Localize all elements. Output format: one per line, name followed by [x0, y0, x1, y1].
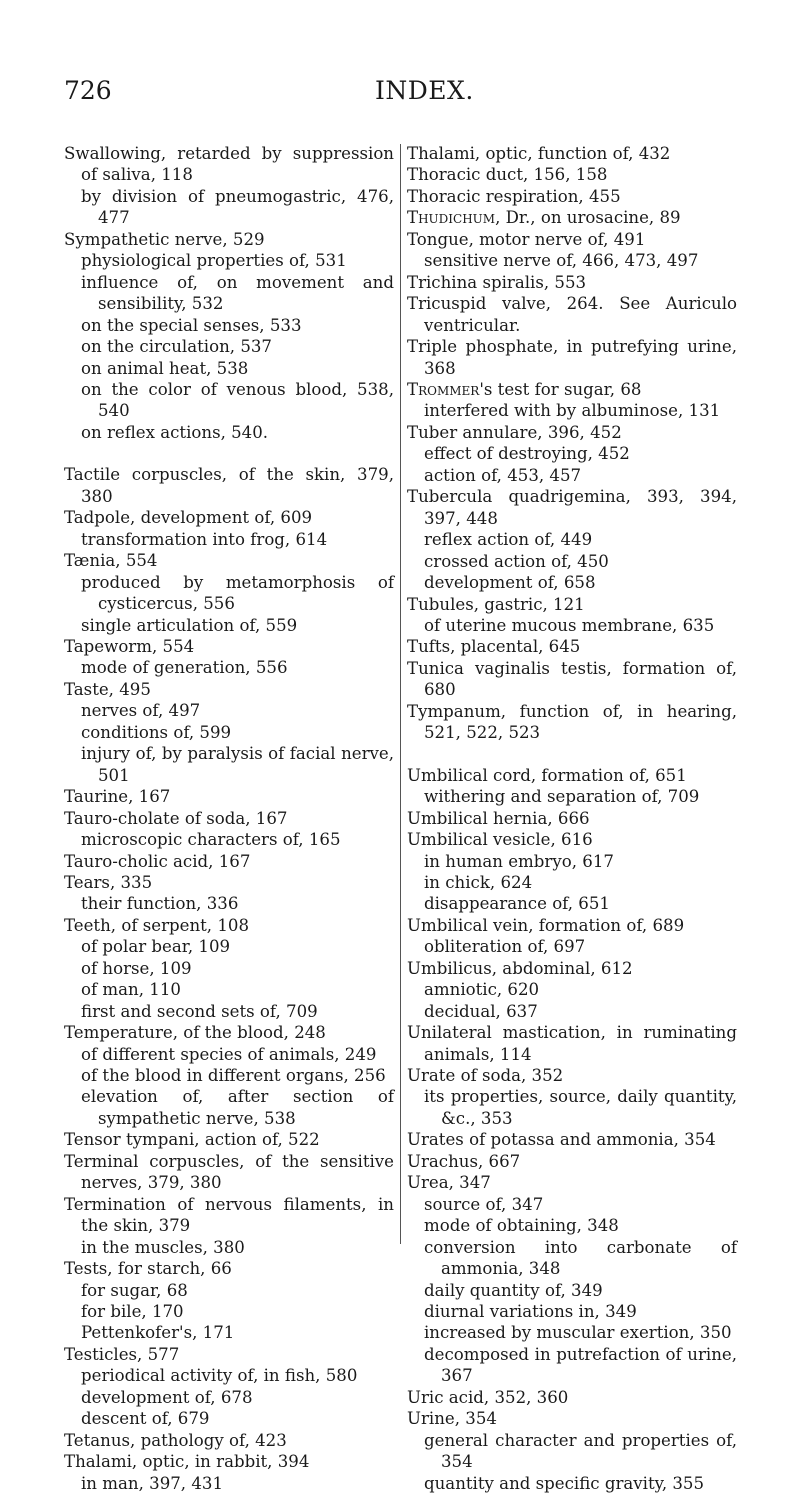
index-entry	[407, 1065, 737, 1086]
index-entry-text: on the special senses, 533	[81, 315, 302, 335]
index-entry	[407, 1129, 737, 1150]
index-subentry	[64, 1473, 394, 1494]
index-subentry	[407, 1237, 737, 1280]
index-entry-text: Tufts, placental, 645	[407, 637, 581, 657]
index-entry-text: Umbilicus, abdominal, 612	[407, 958, 633, 978]
index-entry-text: Tauro-cholic acid, 167	[64, 851, 251, 871]
index-entry-text: of man, 110	[81, 980, 181, 1000]
index-entry-text: Urea, 347	[407, 1173, 491, 1193]
index-entry-text: microscopic characters of, 165	[81, 830, 341, 850]
index-entry-text: Terminal corpuscles, of the sensitive nerves, 379, 380	[64, 1151, 394, 1193]
page-number: 726	[64, 76, 112, 105]
index-entry-text: Tapeworm, 554	[64, 636, 195, 656]
index-entry	[407, 229, 737, 250]
index-entry-text: Urate of soda, 352	[407, 1066, 564, 1086]
index-subentry	[64, 829, 394, 850]
index-entry-text: on the color of venous blood, 538, 540	[81, 379, 394, 421]
index-entry	[64, 507, 394, 528]
index-column-left	[64, 143, 394, 1494]
index-entry-text: disappearance of, 651	[424, 894, 610, 914]
index-entry-text: by division of pneumogastric, 476, 477	[81, 186, 394, 228]
index-entry-text: Tetanus, pathology of, 423	[64, 1430, 287, 1450]
index-entry	[64, 1430, 394, 1451]
index-entry-text: development of, 678	[81, 1387, 253, 1407]
index-entry-text: in human embryo, 617	[424, 851, 614, 871]
index-entry-text: Thoracic duct, 156, 158	[407, 165, 608, 185]
index-entry-text: Tensor tympani, action of, 522	[64, 1130, 320, 1150]
page-title: INDEX.	[375, 76, 474, 105]
index-entry-text: Tunica vaginalis testis, formation of, 680	[407, 658, 737, 700]
index-entry	[64, 229, 394, 250]
index-entry	[407, 186, 737, 207]
index-entry-text: Tubercula quadrigemina, 393, 394, 397, 448	[407, 487, 737, 528]
index-entry-text: Tactile corpuscles, of the skin, 379, 380	[64, 465, 394, 506]
index-entry-text: their function, 336	[81, 894, 239, 914]
index-entry-text: produced by metamorphosis of cysticercus, 556	[81, 572, 394, 614]
index-subentry	[64, 893, 394, 914]
index-subentry	[64, 186, 394, 229]
index-subentry	[64, 700, 394, 721]
index-entry	[64, 679, 394, 700]
index-subentry	[64, 250, 394, 271]
index-subentry	[407, 786, 737, 807]
index-subentry	[64, 1280, 394, 1301]
index-entry	[64, 872, 394, 893]
index-subentry	[64, 1237, 394, 1258]
index-entry-text: sensitive nerve of, 466, 473, 497	[424, 251, 699, 271]
index-entry	[407, 272, 737, 293]
index-subentry	[64, 615, 394, 636]
index-entry-text: Tears, 335	[64, 872, 153, 892]
index-entry-text: effect of destroying, 452	[424, 444, 630, 464]
index-entry-text: crossed action of, 450	[424, 551, 609, 571]
index-subentry	[407, 1430, 737, 1473]
index-entry-text: Tauro-cholate of soda, 167	[64, 808, 288, 828]
index-entry	[407, 1022, 737, 1065]
index-entry	[407, 594, 737, 615]
index-entry-text: Umbilical cord, formation of, 651	[407, 765, 687, 785]
index-entry-text: of polar bear, 109	[81, 937, 231, 957]
index-entry	[407, 915, 737, 936]
index-subentry	[407, 872, 737, 893]
index-entry-text: daily quantity of, 349	[424, 1280, 603, 1300]
index-entry-text: Thoracic respiration, 455	[407, 186, 621, 206]
index-entry	[407, 1387, 737, 1408]
index-entry-text: conversion into carbonate of ammonia, 348	[424, 1237, 737, 1279]
index-subentry	[64, 1044, 394, 1065]
index-entry-text: Urine, 354	[407, 1409, 497, 1429]
index-entry	[64, 1344, 394, 1365]
index-subentry	[64, 1301, 394, 1322]
index-subentry	[407, 1280, 737, 1301]
index-subentry	[64, 1065, 394, 1086]
index-entry	[64, 464, 394, 507]
index-entry-text: Tongue, motor nerve of, 491	[407, 229, 646, 249]
index-entry-text: nerves of, 497	[81, 701, 201, 721]
index-subentry	[407, 1194, 737, 1215]
index-entry-text: diurnal variations in, 349	[424, 1302, 637, 1322]
index-subentry	[407, 1086, 737, 1129]
index-entry-text: injury of, by paralysis of facial nerve, 501	[81, 744, 394, 785]
index-entry-text: of horse, 109	[81, 958, 192, 978]
index-entry	[407, 486, 737, 529]
index-entry-text: withering and separation of, 709	[424, 787, 700, 807]
index-entry-text: Thalami, optic, function of, 432	[407, 144, 671, 163]
index-subentry	[64, 358, 394, 379]
index-entry	[407, 1408, 737, 1429]
index-entry-text: on the circulation, 537	[81, 337, 272, 357]
index-entry-text: general character and properties of, 354	[424, 1430, 737, 1472]
index-subentry	[64, 1365, 394, 1386]
index-entry-text: its properties, source, daily quantity, &c., 353	[424, 1087, 737, 1128]
index-entry-text: Tænia, 554	[64, 551, 158, 571]
index-subentry	[64, 958, 394, 979]
index-entry-text: physiological properties of, 531	[81, 251, 347, 271]
index-entry-text: Tricuspid valve, 264. See Auriculo ventricular.	[407, 294, 737, 335]
index-subentry	[64, 272, 394, 315]
index-subentry	[64, 936, 394, 957]
index-entry-text: for bile, 170	[81, 1302, 184, 1322]
index-subentry	[64, 379, 394, 422]
index-entry	[407, 701, 737, 744]
index-entry	[64, 1258, 394, 1279]
index-entry-text: influence of, on movement and sensibility, 532	[81, 272, 394, 314]
index-entry	[64, 550, 394, 571]
index-subentry	[64, 422, 394, 443]
index-subentry	[407, 400, 737, 421]
index-entry-text: reflex action of, 449	[424, 530, 593, 550]
index-entry-name: Trommer	[407, 379, 480, 399]
index-entry	[407, 658, 737, 701]
index-subentry	[64, 722, 394, 743]
index-entry-text: in the muscles, 380	[81, 1237, 245, 1257]
index-subentry	[407, 1301, 737, 1322]
index-subentry	[64, 315, 394, 336]
index-entry-text: Thalami, optic, in rabbit, 394	[64, 1452, 310, 1472]
index-entry-text: periodical activity of, in fish, 580	[81, 1366, 358, 1386]
index-entry-text: single articulation of, 559	[81, 615, 298, 635]
index-subentry	[407, 1322, 737, 1343]
index-entry-text: Tubules, gastric, 121	[407, 594, 585, 614]
index-entry-text: obliteration of, 697	[424, 937, 586, 957]
index-entry-text: in chick, 624	[424, 872, 533, 892]
index-entry-text: Tuber annulare, 396, 452	[407, 422, 622, 442]
index-subentry	[407, 1215, 737, 1236]
index-entry-text: Umbilical vein, formation of, 689	[407, 915, 685, 935]
index-entry-text: Termination of nervous filaments, in the skin, 379	[64, 1194, 394, 1236]
index-entry-text: quantity and specific gravity, 355	[424, 1473, 705, 1493]
index-entry-text: Unilateral mastication, in ruminating animals, 114	[407, 1023, 737, 1064]
index-entry-text: decidual, 637	[424, 1001, 538, 1021]
index-entry	[407, 1151, 737, 1172]
index-entry-text: Teeth, of serpent, 108	[64, 915, 250, 935]
index-subentry	[64, 1322, 394, 1343]
index-entry-text: of uterine mucous membrane, 635	[424, 615, 715, 635]
index-entry-text: Taurine, 167	[64, 787, 171, 807]
index-subentry	[407, 936, 737, 957]
index-subentry	[407, 1344, 737, 1387]
index-subentry	[64, 1387, 394, 1408]
index-entry-text: Taste, 495	[64, 679, 151, 699]
index-entry	[64, 143, 394, 186]
index-subentry	[64, 657, 394, 678]
index-subentry	[407, 443, 737, 464]
index-subentry	[407, 851, 737, 872]
index-entry-text: first and second sets of, 709	[81, 1001, 318, 1021]
page-header	[0, 76, 800, 116]
index-entry	[407, 336, 737, 379]
index-entry-text: Tadpole, development of, 609	[64, 508, 313, 528]
index-entry	[407, 293, 737, 336]
index-entry-text: decomposed in putrefaction of urine, 367	[424, 1344, 737, 1386]
index-entry-text: elevation of, after section of sympathetic nerve, 538	[81, 1087, 394, 1128]
index-entry-text: Temperature, of the blood, 248	[64, 1023, 326, 1043]
index-entry	[64, 808, 394, 829]
index-subentry	[407, 979, 737, 1000]
index-entry-text: of the blood in different organs, 256	[81, 1066, 386, 1086]
index-entry-text: Urachus, 667	[407, 1151, 521, 1171]
index-subentry	[64, 572, 394, 615]
index-entry	[407, 422, 737, 443]
index-entry-text: development of, 658	[424, 573, 596, 593]
index-entry	[64, 1151, 394, 1194]
index-entry-text: Tympanum, function of, in hearing, 521, 522, 523	[407, 701, 737, 743]
index-entry	[407, 636, 737, 657]
index-entry	[407, 164, 737, 185]
index-entry-text: action of, 453, 457	[424, 465, 582, 485]
index-entry-text: source of, 347	[424, 1194, 544, 1214]
index-entry	[407, 143, 737, 164]
index-entry	[407, 958, 737, 979]
index-subentry	[64, 336, 394, 357]
column-divider	[400, 144, 401, 1244]
index-entry-text: on animal heat, 538	[81, 358, 249, 378]
index-entry	[64, 851, 394, 872]
index-entry-text: Pettenkofer's, 171	[81, 1323, 235, 1343]
index-subentry	[64, 1408, 394, 1429]
index-entry	[407, 379, 737, 400]
index-entry	[407, 207, 737, 228]
index-subentry	[407, 1001, 737, 1022]
index-column-right	[407, 143, 737, 1494]
index-subentry	[407, 529, 737, 550]
index-entry-text: of different species of animals, 249	[81, 1044, 377, 1064]
index-entry-text: mode of generation, 556	[81, 658, 288, 678]
index-entry	[64, 1022, 394, 1043]
index-entry-text: Tests, for starch, 66	[64, 1259, 232, 1279]
index-entry-text: for sugar, 68	[81, 1280, 188, 1300]
index-subentry	[407, 250, 737, 271]
index-entry	[64, 636, 394, 657]
index-entry-text: increased by muscular exertion, 350	[424, 1323, 732, 1343]
index-entry-text: Triple phosphate, in putrefying urine, 368	[407, 337, 737, 378]
index-entry-text: Testicles, 577	[64, 1344, 180, 1364]
index-entry-text: Sympathetic nerve, 529	[64, 229, 265, 249]
index-entry	[407, 1172, 737, 1193]
index-entry-text: Umbilical hernia, 666	[407, 808, 590, 828]
index-entry-text: on reflex actions, 540.	[81, 422, 269, 442]
index-entry-text: Uric acid, 352, 360	[407, 1387, 569, 1407]
index-entry	[407, 765, 737, 786]
index-subentry	[64, 1086, 394, 1129]
index-subentry	[407, 572, 737, 593]
index-subentry	[64, 529, 394, 550]
index-entry-text: mode of obtaining, 348	[424, 1216, 619, 1236]
index-subentry	[407, 551, 737, 572]
index-entry-text: Swallowing, retarded by suppression of saliva, 118	[64, 144, 394, 185]
index-subentry	[407, 1473, 737, 1494]
index-entry-text: transformation into frog, 614	[81, 529, 328, 549]
index-entry	[407, 829, 737, 850]
index-entry-text: amniotic, 620	[424, 980, 540, 1000]
index-entry	[407, 808, 737, 829]
index-entry-text: Umbilical vesicle, 616	[407, 830, 593, 850]
index-entry-text: descent of, 679	[81, 1409, 210, 1429]
index-entry	[64, 915, 394, 936]
index-entry	[64, 1129, 394, 1150]
index-entry-text: interfered with by albuminose, 131	[424, 401, 721, 421]
index-entry-text: conditions of, 599	[81, 722, 232, 742]
index-entry-name: Thudichum	[407, 208, 496, 228]
index-entry	[64, 1451, 394, 1472]
index-subentry	[64, 1001, 394, 1022]
index-subentry	[407, 465, 737, 486]
index-entry-text: in man, 397, 431	[81, 1473, 224, 1493]
index-entry-text: Trichina spiralis, 553	[407, 272, 587, 292]
index-entry-text: 's test for sugar, 68	[479, 379, 642, 399]
index-entry	[64, 1194, 394, 1237]
index-subentry	[407, 893, 737, 914]
index-entry-text: , Dr., on urosacine, 89	[495, 208, 681, 228]
index-subentry	[407, 615, 737, 636]
index-subentry	[64, 979, 394, 1000]
index-entry-text: Urates of potassa and ammonia, 354	[407, 1130, 716, 1150]
index-subentry	[64, 743, 394, 786]
index-entry	[64, 786, 394, 807]
